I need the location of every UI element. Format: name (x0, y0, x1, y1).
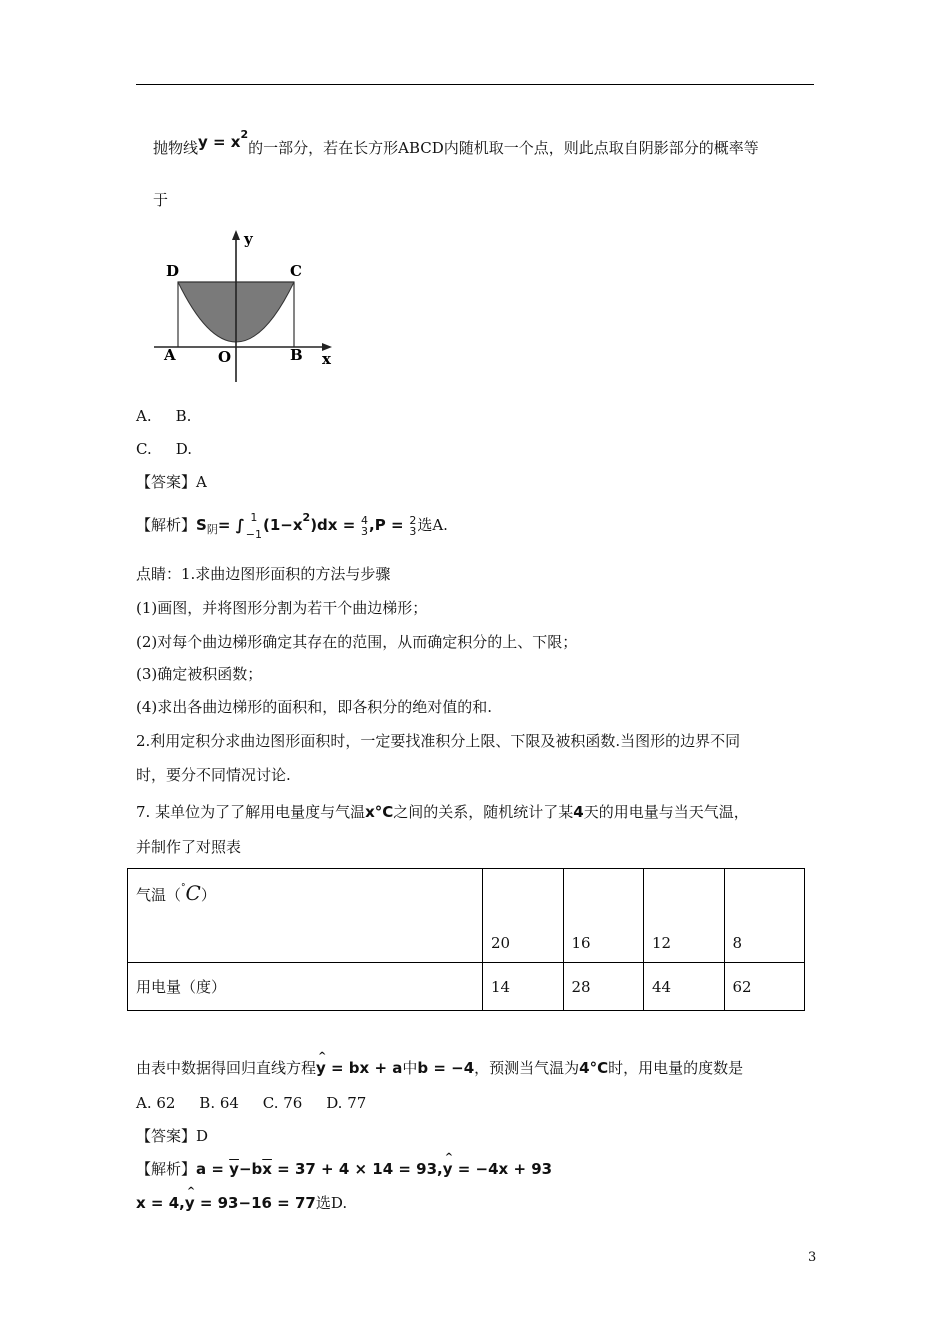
label-y: y (244, 230, 253, 248)
select-answer: 选A. (417, 516, 448, 534)
table-cell: 62 (724, 963, 805, 1011)
problem7-line2: 并制作了对照表 (136, 838, 242, 856)
problem7-text-mid: 之间的关系，随机统计了某 (393, 803, 574, 821)
option-d: D. (175, 440, 192, 458)
question-mid2: ，预测当气温为 (474, 1059, 580, 1077)
note-line-4: (3)确定被积函数； (136, 665, 263, 683)
celsius-symbol: C (185, 881, 201, 905)
table-cell: 28 (563, 963, 644, 1011)
area-subscript: 阴 (206, 523, 218, 536)
table-cell: 16 (563, 869, 644, 963)
regression-eq: = bx + a (325, 1059, 403, 1077)
integral-limits (246, 512, 262, 540)
option-b: B. (175, 407, 192, 425)
label-A: A (164, 346, 176, 364)
b-value: b = −4 (417, 1059, 475, 1077)
problem7-text-post: 天的用电量与当天气温， (583, 803, 749, 821)
note-line-5: (4)求出各曲边梯形的面积和，即各积分的绝对值的和. (136, 698, 493, 716)
degree-mark: ° (181, 883, 186, 893)
table-head-power: 用电量（度） (128, 963, 483, 1011)
y-bar: $\overline{y}$ (229, 1160, 239, 1178)
problem6-line1 (153, 128, 759, 160)
table-row-power (128, 963, 805, 1011)
label-C: C (290, 262, 302, 280)
formula-exponent: 2 (240, 128, 249, 141)
note-line-3: (2)对每个曲边梯形确定其存在的范围，从而确定积分的上、下限； (136, 633, 578, 651)
table-cell: 12 (644, 869, 725, 963)
problem7-text-pre: 7. 某单位为了了解用电量度与气温 (136, 803, 366, 821)
problem6-text-post: 的一部分，若在长方形ABCD内随机取一个点，则此点取自阴影部分的概率等 (248, 139, 759, 157)
formula-base: y = x (198, 133, 241, 151)
problem6-text-pre: 抛物线 (153, 139, 199, 157)
question-post: 时，用电量的度数是 (608, 1059, 744, 1077)
parabola-figure (150, 226, 340, 386)
problem6-options-cd (136, 439, 192, 459)
fraction-4-3 (361, 515, 368, 537)
problem6-line2: 于 (153, 191, 169, 209)
frac2-num: 2 (409, 514, 417, 527)
question-pre: 由表中数据得回归直线方程 (136, 1059, 317, 1077)
frac2-den: 3 (409, 525, 417, 538)
table-cell: 20 (483, 869, 564, 963)
analysis-label: 【解析】 (136, 1160, 197, 1178)
table-cell: 8 (724, 869, 805, 963)
label-B: B (290, 346, 303, 364)
problem7-solution-1 (136, 1159, 552, 1179)
y-axis-arrow (232, 230, 240, 240)
days-count: 4 (573, 803, 584, 821)
probability-eq: ,P = (369, 516, 404, 534)
problem7-line1 (136, 802, 749, 822)
frac1-den: 3 (361, 525, 369, 538)
integrand-post: )dx = (310, 516, 356, 534)
question-mid: 中 (402, 1059, 418, 1077)
integrand-exponent: 2 (302, 511, 311, 524)
note-line-6: 2.利用定积分求曲边图形面积时，一定要找准积分上限、下限及被积函数.当图形的边界不同 (136, 732, 741, 750)
note-line-7: 时，要分不同情况讨论. (136, 766, 291, 784)
temp-head-close: ） (200, 886, 216, 904)
analysis-label: 【解析】 (136, 516, 197, 534)
integral-sign: = ∫ (217, 516, 245, 534)
header-rule (136, 84, 814, 85)
parabola-formula (198, 128, 249, 151)
y-hat: ^ y (443, 1159, 453, 1179)
note-line-2: (1)画图，并将图形分割为若干个曲边梯形； (136, 599, 428, 617)
temp-head-text: 气温（ (136, 886, 182, 904)
problem7-question (136, 1058, 743, 1078)
problem7-answer: 【答案】D (136, 1127, 209, 1145)
temperature-var: x°C (365, 803, 394, 821)
fraction-2-3 (409, 515, 416, 537)
note-line-1: 点睛：1.求曲边图形面积的方法与步骤 (136, 565, 391, 583)
integrand: (1−x (263, 516, 303, 534)
sol-rest: = 37 + 4 × 14 = 93, (271, 1160, 443, 1178)
problem7-options: A. 62 B. 64 C. 76 D. 77 (136, 1094, 367, 1112)
y-hat: ^ y (185, 1193, 195, 1213)
page-number: 3 (808, 1250, 817, 1265)
select-answer: 选D. (315, 1194, 348, 1212)
problem6-options-ab (136, 406, 191, 426)
x-bar: $\overline{x}$ (262, 1160, 272, 1178)
table-row-temperature (128, 869, 805, 963)
sol-a: a = (196, 1160, 230, 1178)
problem6-answer: 【答案】A (136, 473, 207, 491)
sol-b: −b (238, 1160, 263, 1178)
predict-temp: 4°C (579, 1059, 609, 1077)
label-O: O (218, 348, 232, 366)
table-cell: 14 (483, 963, 564, 1011)
problem6-analysis (136, 512, 448, 540)
sol2-pre: x = 4, (136, 1194, 185, 1212)
y-hat: ^ y (316, 1058, 326, 1078)
sol-end: = −4x + 93 (452, 1160, 553, 1178)
option-a: A. (136, 407, 152, 425)
integral-upper: 1 (250, 511, 258, 524)
label-D: D (166, 262, 180, 280)
option-c: C. (136, 440, 152, 458)
problem7-solution-2 (136, 1193, 347, 1213)
table-cell: 44 (644, 963, 725, 1011)
area-symbol: S (196, 516, 207, 534)
sol2-rest: = 93−16 = 77 (194, 1194, 316, 1212)
frac1-num: 4 (361, 514, 369, 527)
label-x: x (322, 350, 331, 368)
integral-lower: −1 (245, 528, 262, 541)
data-table (127, 868, 805, 1011)
table-head-temperature (128, 869, 483, 963)
